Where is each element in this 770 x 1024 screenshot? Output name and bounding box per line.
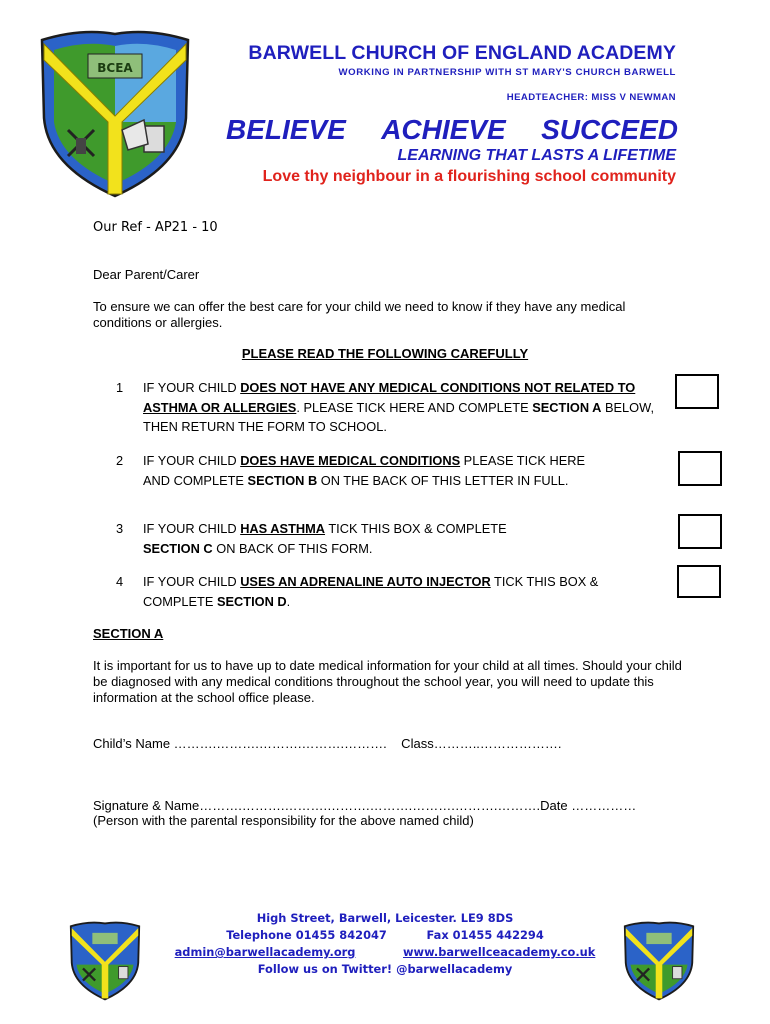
option-prefix: IF YOUR CHILD bbox=[143, 574, 241, 589]
school-name: BARWELL CHURCH OF ENGLAND ACADEMY bbox=[248, 42, 676, 64]
option-item-2 bbox=[116, 451, 596, 490]
option-emphasis: USES AN ADRENALINE AUTO INJECTOR bbox=[240, 574, 491, 589]
signature-field[interactable]: Signature & Name……….……….……….……….……….……….……….……….Date …………… bbox=[93, 798, 637, 813]
option-middle: TICK THIS BOX & COMPLETE bbox=[143, 574, 599, 609]
footer-links-row bbox=[150, 944, 620, 961]
option-suffix: BELOW, THEN RETURN THE FORM TO SCHOOL. bbox=[143, 399, 655, 434]
tick-box-4[interactable] bbox=[677, 565, 721, 598]
footer-crest-logo-right bbox=[622, 918, 696, 1002]
option-number: 3 bbox=[116, 521, 124, 536]
footer-fax: Fax 01455 442294 bbox=[426, 928, 544, 942]
svg-text:BCEA: BCEA bbox=[97, 61, 133, 75]
motto-word: SUCCEED bbox=[541, 114, 678, 145]
option-prefix: IF YOUR CHILD bbox=[143, 380, 241, 395]
option-section: SECTION D bbox=[216, 593, 287, 609]
footer-twitter: Follow us on Twitter! @barwellacademy bbox=[257, 962, 513, 976]
option-prefix: IF YOUR CHILD bbox=[143, 453, 241, 468]
option-middle: . PLEASE TICK HERE AND COMPLETE bbox=[296, 399, 533, 415]
intro-paragraph: To ensure we can offer the best care for your child we need to know if they have any medical conditions or allergies. bbox=[93, 299, 626, 330]
option-number: 4 bbox=[116, 574, 124, 589]
option-middle: PLEASE TICK HERE AND COMPLETE bbox=[143, 453, 586, 488]
footer-crest-logo-left bbox=[68, 918, 142, 1002]
tick-box-1[interactable] bbox=[675, 374, 719, 409]
school-motto bbox=[226, 114, 678, 146]
tagline: LEARNING THAT LASTS A LIFETIME bbox=[397, 147, 676, 164]
option-number: 2 bbox=[116, 453, 124, 468]
motto-word: ACHIEVE bbox=[381, 114, 506, 145]
option-prefix: IF YOUR CHILD bbox=[143, 521, 241, 536]
footer-phone-row bbox=[150, 927, 620, 944]
option-suffix: ON THE BACK OF THIS LETTER IN FULL. bbox=[317, 472, 569, 488]
footer-website-link[interactable]: www.barwellceacademy.co.uk bbox=[403, 945, 596, 959]
section-a-paragraph: It is important for us to have up to date medical information for your child at all times. Should your child be diagnosed with any medical conditions throughout the school year, you will need to update this information at the school office please. bbox=[93, 658, 682, 705]
option-suffix: ON BACK OF THIS FORM. bbox=[212, 540, 373, 556]
motto-word: BELIEVE bbox=[226, 114, 346, 145]
option-section: SECTION C bbox=[143, 540, 213, 556]
option-item-3 bbox=[116, 519, 556, 558]
option-number: 1 bbox=[116, 380, 124, 395]
headteacher-line: HEADTEACHER: MISS V NEWMAN bbox=[506, 92, 676, 103]
footer-telephone: Telephone 01455 842047 bbox=[226, 928, 387, 942]
option-item-4 bbox=[116, 572, 646, 611]
option-emphasis: HAS ASTHMA bbox=[240, 521, 326, 536]
option-suffix: . bbox=[286, 593, 291, 609]
verse-line: Love thy neighbour in a flourishing school community bbox=[262, 168, 676, 185]
partnership-line: WORKING IN PARTNERSHIP WITH ST MARY'S CHURCH BARWELL bbox=[338, 67, 676, 78]
option-section: SECTION B bbox=[247, 472, 318, 488]
salutation: Dear Parent/Carer bbox=[93, 267, 200, 282]
option-item-1 bbox=[116, 378, 656, 437]
childs-name-field[interactable]: Child’s Name ……….……….……….……….………. Class………..………………. bbox=[93, 736, 562, 751]
option-emphasis: DOES NOT HAVE ANY MEDICAL CONDITIONS NOT RELATED TO ASTHMA OR ALLERGIES bbox=[143, 380, 636, 415]
letter-reference: Our Ref - AP21 - 10 bbox=[93, 220, 218, 235]
school-crest-logo bbox=[36, 26, 194, 198]
footer-contact bbox=[150, 910, 620, 978]
option-middle: TICK THIS BOX & COMPLETE bbox=[325, 521, 507, 536]
section-a-heading: SECTION A bbox=[93, 626, 164, 641]
option-emphasis: DOES HAVE MEDICAL CONDITIONS bbox=[240, 453, 461, 468]
footer-email-link[interactable]: admin@barwellacademy.org bbox=[174, 945, 356, 959]
option-section: SECTION A bbox=[532, 399, 602, 415]
tick-box-3[interactable] bbox=[678, 514, 722, 549]
instruction-heading: PLEASE READ THE FOLLOWING CAREFULLY bbox=[241, 346, 529, 361]
signature-note: (Person with the parental responsibility for the above named child) bbox=[93, 813, 474, 828]
footer-address: High Street, Barwell, Leicester. LE9 8DS bbox=[256, 911, 514, 925]
tick-box-2[interactable] bbox=[678, 451, 722, 486]
